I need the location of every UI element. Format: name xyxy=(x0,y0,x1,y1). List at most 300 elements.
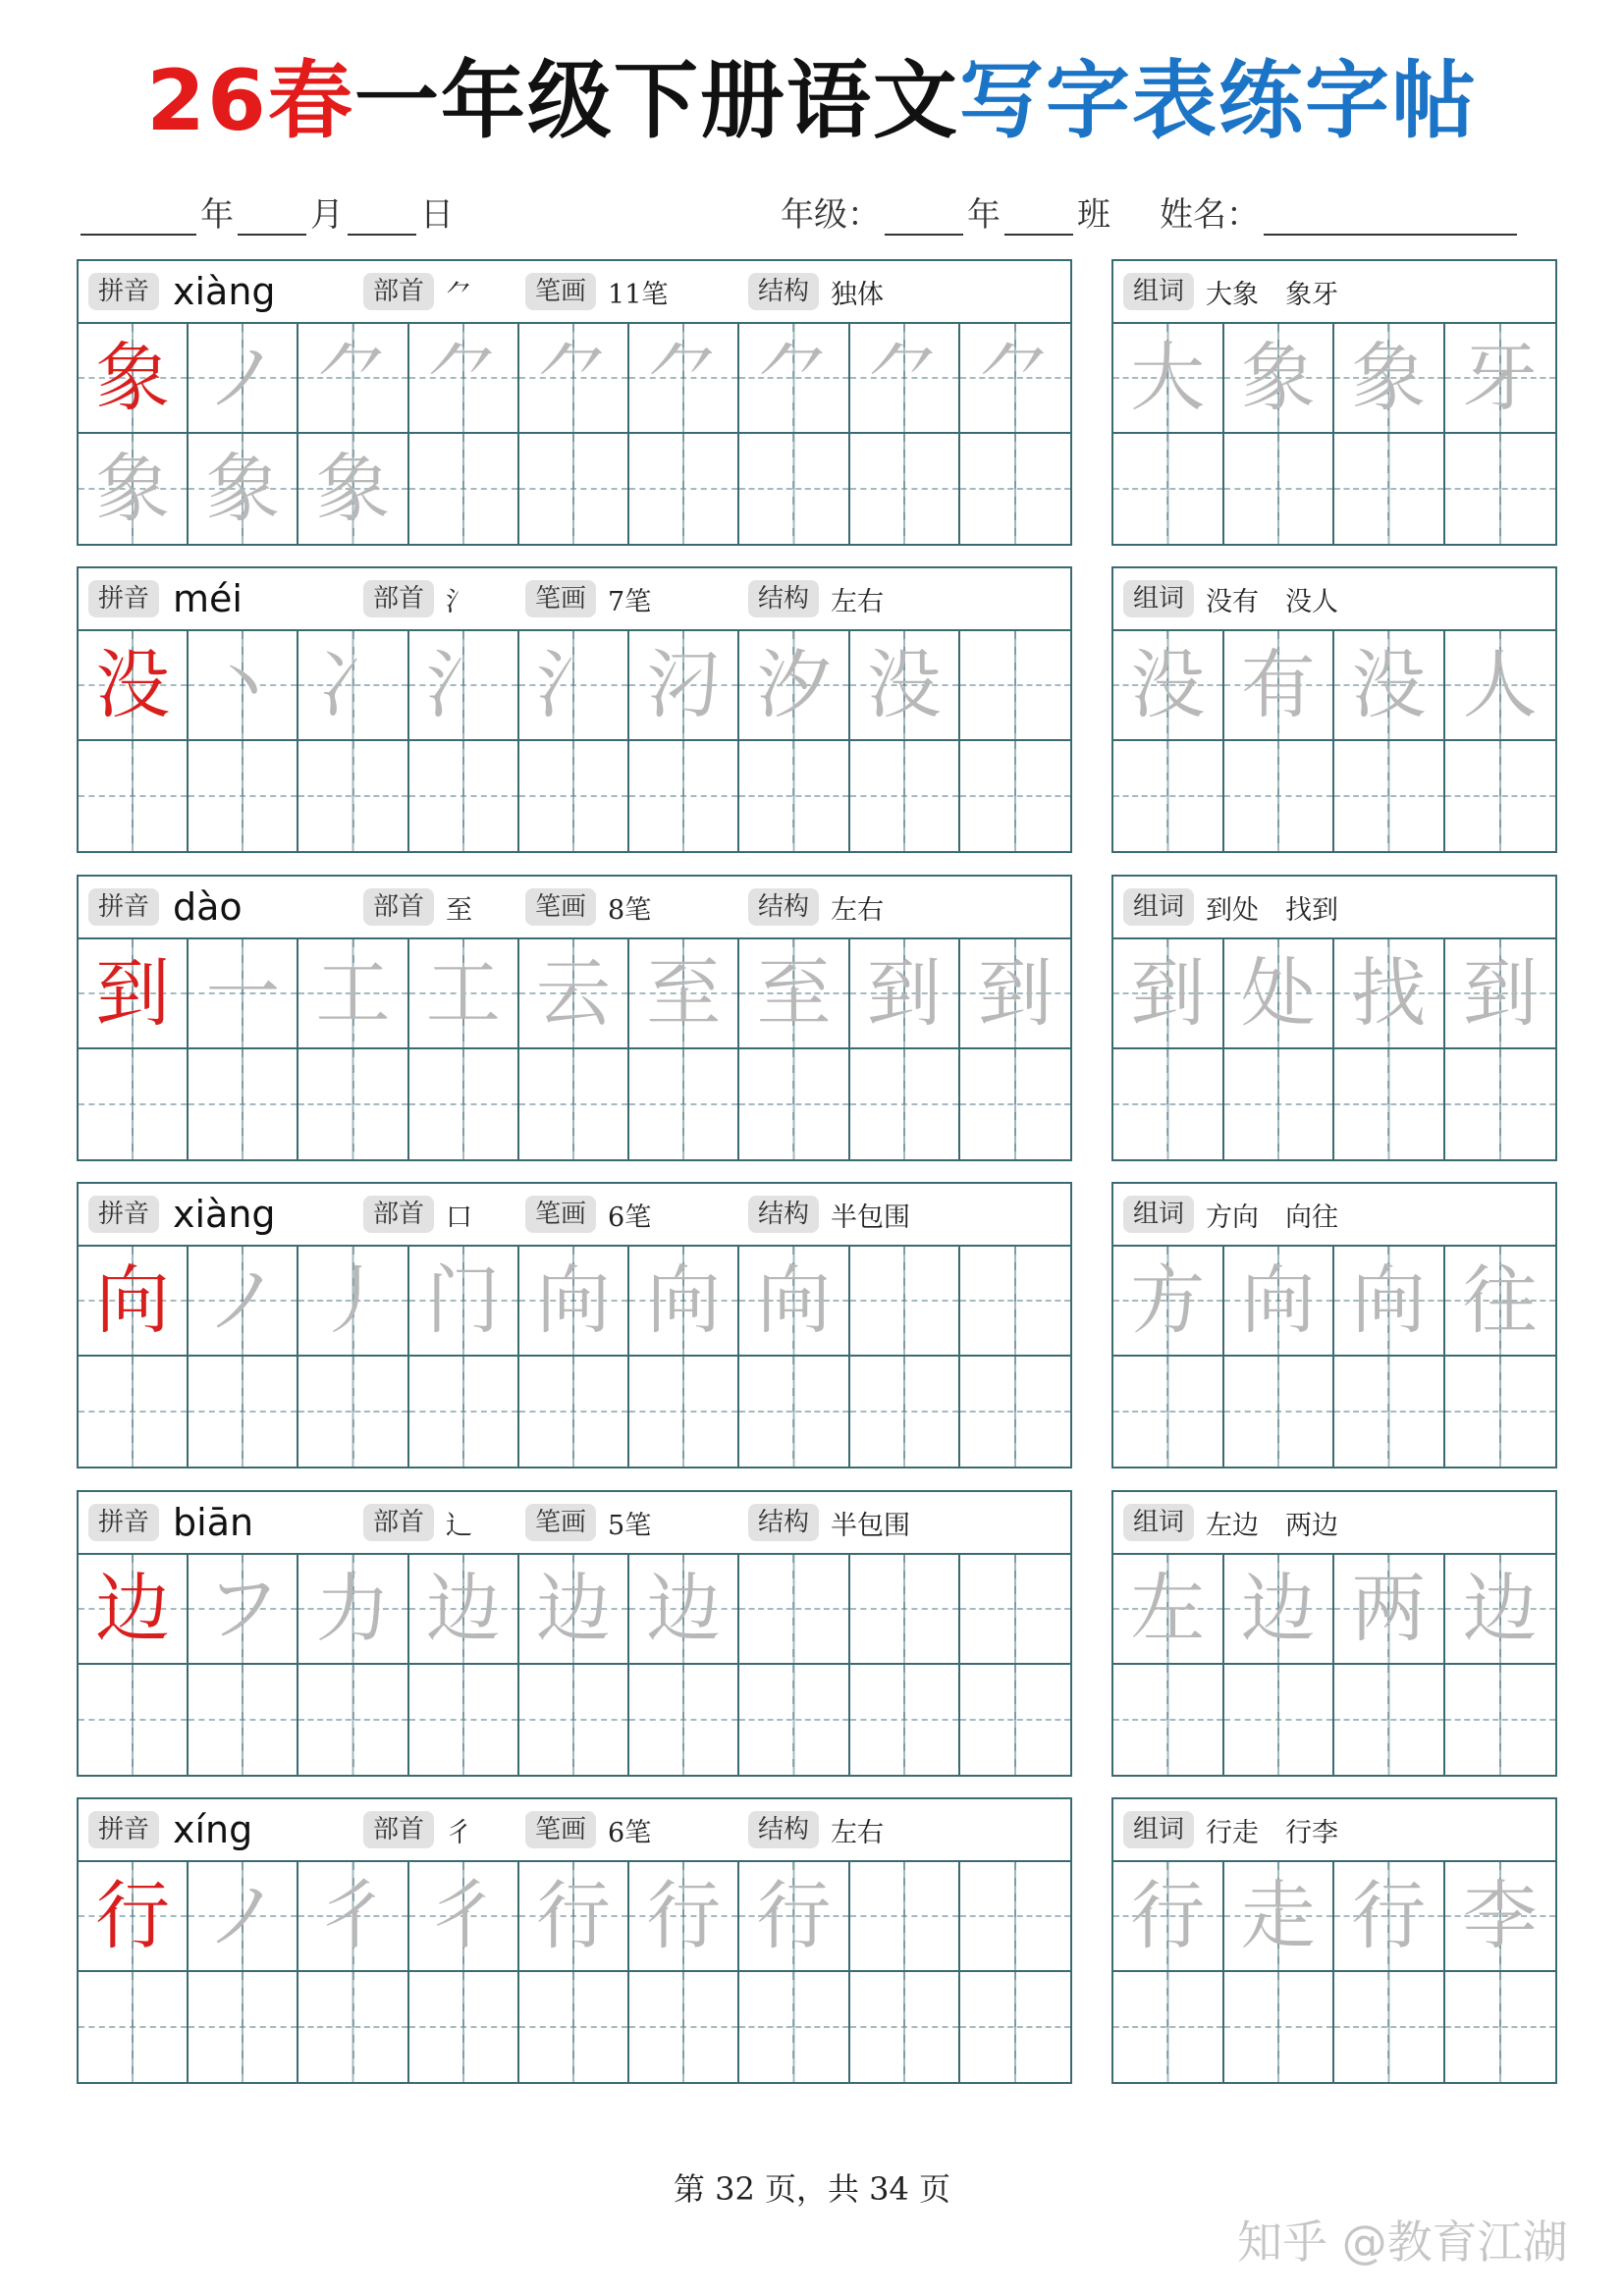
char-info-header xyxy=(79,1799,1070,1862)
word-cell[interactable] xyxy=(1224,324,1335,434)
writing-cell[interactable] xyxy=(409,631,519,741)
day-label: 日 xyxy=(420,195,454,235)
word-cell[interactable] xyxy=(1445,1357,1556,1467)
word-cell[interactable] xyxy=(1445,1555,1556,1665)
writing-cell[interactable] xyxy=(739,434,849,544)
char-practice-card xyxy=(77,1797,1072,2084)
word-practice-card xyxy=(1111,1182,1557,1468)
stroke-step: 一 xyxy=(205,949,281,1037)
month-blank[interactable] xyxy=(238,190,306,236)
model-char-cell[interactable] xyxy=(79,1862,189,1972)
writing-cell[interactable] xyxy=(189,1972,298,2082)
stroke-step: 氵 xyxy=(535,641,611,728)
stroke-step: 至 xyxy=(756,949,832,1037)
writing-cell[interactable] xyxy=(519,939,629,1049)
word-trace-char: 没 xyxy=(1351,641,1427,728)
word-cell[interactable] xyxy=(1113,1247,1224,1357)
page-title xyxy=(0,47,1624,155)
word-practice-card xyxy=(1111,875,1557,1161)
title-part-2: 一年级下册语文 xyxy=(353,52,959,150)
radical-value: 至 xyxy=(446,894,473,926)
writing-cell[interactable] xyxy=(629,1972,739,2082)
word-cell[interactable] xyxy=(1445,1049,1556,1159)
word-trace-char: 到 xyxy=(1462,949,1538,1037)
word-cell[interactable] xyxy=(1113,741,1224,851)
writing-cell[interactable] xyxy=(629,434,739,544)
writing-cell[interactable] xyxy=(189,939,298,1049)
stroke-step: ⺈ xyxy=(646,334,722,421)
writing-cell[interactable] xyxy=(189,1357,298,1467)
word-cell[interactable] xyxy=(1334,324,1445,434)
writing-cell[interactable] xyxy=(519,1049,629,1159)
word-trace-char: 向 xyxy=(1240,1256,1316,1344)
month-label: 月 xyxy=(310,195,344,235)
word-cell[interactable] xyxy=(1334,1665,1445,1775)
writing-cell[interactable] xyxy=(850,1665,960,1775)
writing-cell[interactable] xyxy=(409,1862,519,1972)
writing-cell[interactable] xyxy=(629,939,739,1049)
word-cell[interactable] xyxy=(1445,631,1556,741)
char-info-header xyxy=(79,877,1070,939)
writing-cell[interactable] xyxy=(850,324,960,434)
writing-grid xyxy=(79,1247,1070,1467)
writing-cell[interactable] xyxy=(519,631,629,741)
word-trace-char: 走 xyxy=(1240,1872,1316,1959)
word-cell[interactable] xyxy=(1113,434,1224,544)
writing-grid xyxy=(79,631,1070,851)
writing-cell[interactable] xyxy=(519,1862,629,1972)
word-cell[interactable] xyxy=(1334,1972,1445,2082)
word-cell[interactable] xyxy=(1445,1972,1556,2082)
word-trace-char: 左 xyxy=(1130,1565,1206,1652)
writing-cell[interactable] xyxy=(739,1247,849,1357)
pinyin-value: dào xyxy=(173,885,243,929)
word-trace-char: 边 xyxy=(1240,1565,1316,1652)
title-part-3: 写字表练字帖 xyxy=(958,52,1478,150)
stroke-step: 行 xyxy=(756,1872,832,1959)
stroke-step: 云 xyxy=(535,949,611,1037)
writing-cell[interactable] xyxy=(850,1555,960,1665)
word-trace-char: 处 xyxy=(1240,949,1316,1037)
class-blank[interactable] xyxy=(1004,190,1073,236)
radical-value: 辶 xyxy=(446,1510,473,1541)
writing-cell[interactable] xyxy=(850,1247,960,1357)
writing-cell[interactable] xyxy=(960,939,1070,1049)
word-cell[interactable] xyxy=(1224,1862,1335,1972)
word-practice-card xyxy=(1111,1797,1557,2084)
word-cell[interactable] xyxy=(1113,1049,1224,1159)
writing-cell[interactable] xyxy=(298,1555,408,1665)
writing-cell[interactable] xyxy=(739,1357,849,1467)
strokes-tag: 笔画 xyxy=(525,580,596,617)
writing-cell[interactable] xyxy=(409,1247,519,1357)
name-label: 姓名： xyxy=(1160,195,1260,235)
word-header xyxy=(1113,877,1555,939)
radical-tag: 部首 xyxy=(363,273,434,310)
word-cell[interactable] xyxy=(1445,1665,1556,1775)
pinyin-tag: 拼音 xyxy=(88,273,159,310)
writing-cell[interactable] xyxy=(850,939,960,1049)
word-cell[interactable] xyxy=(1113,939,1224,1049)
word-cell[interactable] xyxy=(1224,1247,1335,1357)
radical-tag: 部首 xyxy=(363,1811,434,1848)
words-tag: 组词 xyxy=(1123,1811,1194,1848)
writing-cell[interactable] xyxy=(629,1247,739,1357)
writing-cell[interactable] xyxy=(629,1049,739,1159)
char-practice-card xyxy=(77,566,1072,853)
word-cell[interactable] xyxy=(1224,1555,1335,1665)
word-cell[interactable] xyxy=(1445,1862,1556,1972)
writing-cell[interactable] xyxy=(739,1665,849,1775)
writing-cell[interactable] xyxy=(519,434,629,544)
word-trace-char: 没 xyxy=(1130,641,1206,728)
writing-cell[interactable] xyxy=(739,1049,849,1159)
structure-tag: 结构 xyxy=(748,273,819,310)
writing-cell[interactable] xyxy=(409,1972,519,2082)
structure-tag: 结构 xyxy=(748,1196,819,1233)
title-part-1: 26春 xyxy=(146,52,354,150)
writing-cell[interactable] xyxy=(629,1665,739,1775)
stroke-step: ⺈ xyxy=(425,334,501,421)
page-number: 第 32 页，共 34 页 xyxy=(673,2170,951,2208)
word-cell[interactable] xyxy=(1224,434,1335,544)
word-header xyxy=(1113,1799,1555,1862)
word-grid xyxy=(1113,631,1555,851)
word-cell[interactable] xyxy=(1224,1357,1335,1467)
words-tag: 组词 xyxy=(1123,273,1194,310)
strokes-value: 11笔 xyxy=(608,279,669,310)
writing-cell[interactable] xyxy=(629,1555,739,1665)
writing-cell[interactable] xyxy=(409,741,519,851)
strokes-value: 6笔 xyxy=(608,1201,652,1233)
words-value: 没有 没人 xyxy=(1206,586,1339,617)
writing-cell[interactable] xyxy=(739,631,849,741)
radical-tag: 部首 xyxy=(363,580,434,617)
word-trace-char: 行 xyxy=(1130,1872,1206,1959)
stroke-step: 行 xyxy=(646,1872,722,1959)
stroke-step: 至 xyxy=(646,949,722,1037)
writing-cell[interactable] xyxy=(629,1357,739,1467)
writing-cell[interactable] xyxy=(519,324,629,434)
writing-cell[interactable] xyxy=(298,631,408,741)
word-cell[interactable] xyxy=(1224,1972,1335,2082)
writing-cell[interactable] xyxy=(850,631,960,741)
writing-cell[interactable] xyxy=(298,434,408,544)
stroke-step: 向 xyxy=(646,1256,722,1344)
writing-cell[interactable] xyxy=(79,741,189,851)
writing-cell[interactable] xyxy=(850,1972,960,2082)
word-practice-card xyxy=(1111,1490,1557,1777)
word-cell[interactable] xyxy=(1334,1247,1445,1357)
strokes-tag: 笔画 xyxy=(525,273,596,310)
word-cell[interactable] xyxy=(1113,1357,1224,1467)
stroke-step: ⺈ xyxy=(315,334,391,421)
model-char-cell[interactable] xyxy=(79,1555,189,1665)
strokes-value: 5笔 xyxy=(608,1510,652,1541)
char-practice-card xyxy=(77,1490,1072,1777)
stroke-step: 向 xyxy=(535,1256,611,1344)
stroke-step: 象 xyxy=(315,445,391,532)
word-trace-char: 找 xyxy=(1351,949,1427,1037)
structure-value: 半包围 xyxy=(831,1201,911,1233)
pinyin-value: méi xyxy=(173,577,243,620)
words-value: 行走 行李 xyxy=(1206,1817,1339,1848)
writing-cell[interactable] xyxy=(850,1049,960,1159)
word-cell[interactable] xyxy=(1445,741,1556,851)
writing-cell[interactable] xyxy=(189,1555,298,1665)
word-cell[interactable] xyxy=(1334,1862,1445,1972)
strokes-value: 6笔 xyxy=(608,1817,652,1848)
pinyin-tag: 拼音 xyxy=(88,1504,159,1541)
writing-cell[interactable] xyxy=(960,1555,1070,1665)
structure-tag: 结构 xyxy=(748,888,819,926)
model-char-cell[interactable] xyxy=(79,324,189,434)
words-tag: 组词 xyxy=(1123,1196,1194,1233)
writing-cell[interactable] xyxy=(189,1247,298,1357)
writing-cell[interactable] xyxy=(79,1665,189,1775)
stroke-step: フ xyxy=(205,1565,281,1652)
stroke-step: 冫 xyxy=(315,641,391,728)
stroke-step: 象 xyxy=(95,445,171,532)
writing-cell[interactable] xyxy=(409,1555,519,1665)
writing-grid xyxy=(79,939,1070,1159)
writing-cell[interactable] xyxy=(960,324,1070,434)
word-cell[interactable] xyxy=(1113,631,1224,741)
model-char: 行 xyxy=(95,1872,171,1959)
writing-cell[interactable] xyxy=(850,1357,960,1467)
word-header xyxy=(1113,1492,1555,1555)
writing-cell[interactable] xyxy=(409,939,519,1049)
word-cell[interactable] xyxy=(1224,631,1335,741)
word-cell[interactable] xyxy=(1113,324,1224,434)
writing-cell[interactable] xyxy=(960,741,1070,851)
model-char: 边 xyxy=(95,1565,171,1652)
writing-cell[interactable] xyxy=(519,741,629,851)
writing-cell[interactable] xyxy=(519,1357,629,1467)
writing-cell[interactable] xyxy=(629,741,739,851)
pinyin-value: xíng xyxy=(173,1808,253,1851)
writing-cell[interactable] xyxy=(298,939,408,1049)
writing-cell[interactable] xyxy=(298,1972,408,2082)
writing-cell[interactable] xyxy=(850,434,960,544)
writing-cell[interactable] xyxy=(189,1665,298,1775)
word-trace-char: 到 xyxy=(1130,949,1206,1037)
word-trace-char: 人 xyxy=(1462,641,1538,728)
writing-cell[interactable] xyxy=(409,434,519,544)
word-cell[interactable] xyxy=(1113,1972,1224,2082)
writing-cell[interactable] xyxy=(298,741,408,851)
stroke-step: 象 xyxy=(205,445,281,532)
stroke-step: 彳 xyxy=(315,1872,391,1959)
writing-cell[interactable] xyxy=(519,1972,629,2082)
writing-cell[interactable] xyxy=(960,1049,1070,1159)
writing-cell[interactable] xyxy=(79,434,189,544)
name-blank[interactable] xyxy=(1264,190,1517,236)
writing-cell[interactable] xyxy=(298,1862,408,1972)
writing-cell[interactable] xyxy=(629,324,739,434)
word-cell[interactable] xyxy=(1224,741,1335,851)
words-value: 方向 向往 xyxy=(1206,1201,1339,1233)
words-value: 大象 象牙 xyxy=(1206,279,1339,310)
model-char-cell[interactable] xyxy=(79,939,189,1049)
radical-value: 彳 xyxy=(446,1817,473,1848)
writing-cell[interactable] xyxy=(519,1555,629,1665)
radical-tag: 部首 xyxy=(363,1196,434,1233)
word-cell[interactable] xyxy=(1224,1665,1335,1775)
writing-cell[interactable] xyxy=(189,1862,298,1972)
strokes-tag: 笔画 xyxy=(525,1196,596,1233)
word-grid xyxy=(1113,939,1555,1159)
structure-value: 独体 xyxy=(831,279,885,310)
writing-cell[interactable] xyxy=(739,939,849,1049)
writing-cell[interactable] xyxy=(409,1665,519,1775)
writing-cell[interactable] xyxy=(960,1247,1070,1357)
word-cell[interactable] xyxy=(1445,939,1556,1049)
stroke-step: ⺈ xyxy=(977,334,1053,421)
writing-cell[interactable] xyxy=(409,1049,519,1159)
writing-cell[interactable] xyxy=(189,434,298,544)
model-char: 没 xyxy=(95,641,171,728)
words-tag: 组词 xyxy=(1123,580,1194,617)
word-cell[interactable] xyxy=(1445,434,1556,544)
writing-cell[interactable] xyxy=(960,1862,1070,1972)
pinyin-value: xiàng xyxy=(173,1193,276,1236)
word-cell[interactable] xyxy=(1445,324,1556,434)
word-cell[interactable] xyxy=(1334,1049,1445,1159)
stroke-step: 到 xyxy=(866,949,942,1037)
year-label: 年 xyxy=(200,195,234,235)
writing-cell[interactable] xyxy=(850,1862,960,1972)
writing-cell[interactable] xyxy=(79,1357,189,1467)
word-cell[interactable] xyxy=(1334,741,1445,851)
student-line xyxy=(781,177,1521,236)
words-tag: 组词 xyxy=(1123,1504,1194,1541)
writing-cell[interactable] xyxy=(298,1049,408,1159)
writing-cell[interactable] xyxy=(298,324,408,434)
writing-cell[interactable] xyxy=(189,631,298,741)
structure-tag: 结构 xyxy=(748,1811,819,1848)
word-grid xyxy=(1113,324,1555,544)
writing-cell[interactable] xyxy=(960,1665,1070,1775)
char-info-header xyxy=(79,261,1070,324)
year-blank[interactable] xyxy=(81,190,196,236)
model-char-cell[interactable] xyxy=(79,1247,189,1357)
word-trace-char: 行 xyxy=(1351,1872,1427,1959)
writing-cell[interactable] xyxy=(409,1357,519,1467)
radical-tag: 部首 xyxy=(363,1504,434,1541)
word-cell[interactable] xyxy=(1334,1555,1445,1665)
writing-cell[interactable] xyxy=(189,324,298,434)
stroke-step: 边 xyxy=(646,1565,722,1652)
char-info-header xyxy=(79,1184,1070,1247)
word-trace-char: 象 xyxy=(1240,334,1316,421)
writing-cell[interactable] xyxy=(739,1862,849,1972)
grade-blank[interactable] xyxy=(885,190,963,236)
writing-cell[interactable] xyxy=(739,1555,849,1665)
writing-cell[interactable] xyxy=(960,1357,1070,1467)
writing-cell[interactable] xyxy=(409,324,519,434)
stroke-step: ノ xyxy=(205,1256,281,1344)
char-info-header xyxy=(79,568,1070,631)
model-char-cell[interactable] xyxy=(79,631,189,741)
stroke-step: 边 xyxy=(425,1565,501,1652)
writing-cell[interactable] xyxy=(79,1972,189,2082)
word-grid xyxy=(1113,1862,1555,2082)
word-trace-char: 向 xyxy=(1351,1256,1427,1344)
writing-cell[interactable] xyxy=(298,1665,408,1775)
word-cell[interactable] xyxy=(1224,939,1335,1049)
char-practice-card xyxy=(77,875,1072,1161)
stroke-step: 工 xyxy=(425,949,501,1037)
writing-cell[interactable] xyxy=(739,1972,849,2082)
pinyin-tag: 拼音 xyxy=(88,1196,159,1233)
words-tag: 组词 xyxy=(1123,888,1194,926)
word-cell[interactable] xyxy=(1113,1665,1224,1775)
structure-tag: 结构 xyxy=(748,1504,819,1541)
word-cell[interactable] xyxy=(1113,1555,1224,1665)
word-cell[interactable] xyxy=(1224,1049,1335,1159)
writing-cell[interactable] xyxy=(189,1049,298,1159)
pinyin-value: xiàng xyxy=(173,270,276,313)
word-trace-char: 两 xyxy=(1351,1565,1427,1652)
writing-cell[interactable] xyxy=(519,1247,629,1357)
stroke-step: 向 xyxy=(756,1256,832,1344)
writing-cell[interactable] xyxy=(298,1247,408,1357)
word-practice-card xyxy=(1111,566,1557,853)
writing-cell[interactable] xyxy=(519,1665,629,1775)
structure-value: 左右 xyxy=(831,894,885,926)
word-cell[interactable] xyxy=(1445,1247,1556,1357)
day-blank[interactable] xyxy=(348,190,416,236)
word-grid xyxy=(1113,1555,1555,1775)
stroke-step: ⺈ xyxy=(756,334,832,421)
writing-cell[interactable] xyxy=(739,324,849,434)
stroke-step: 汈 xyxy=(646,641,722,728)
words-value: 到处 找到 xyxy=(1206,894,1339,926)
words-value: 左边 两边 xyxy=(1206,1510,1339,1541)
writing-cell[interactable] xyxy=(850,741,960,851)
writing-cell[interactable] xyxy=(298,1357,408,1467)
writing-cell[interactable] xyxy=(960,631,1070,741)
writing-cell[interactable] xyxy=(739,741,849,851)
word-trace-char: 有 xyxy=(1240,641,1316,728)
writing-cell[interactable] xyxy=(960,434,1070,544)
word-header xyxy=(1113,568,1555,631)
word-cell[interactable] xyxy=(1334,631,1445,741)
writing-cell[interactable] xyxy=(629,1862,739,1972)
strokes-value: 8笔 xyxy=(608,894,652,926)
radical-tag: 部首 xyxy=(363,888,434,926)
word-practice-card xyxy=(1111,259,1557,546)
structure-value: 左右 xyxy=(831,586,885,617)
strokes-tag: 笔画 xyxy=(525,888,596,926)
writing-cell[interactable] xyxy=(629,631,739,741)
stroke-step: ⺈ xyxy=(866,334,942,421)
writing-cell[interactable] xyxy=(960,1972,1070,2082)
structure-tag: 结构 xyxy=(748,580,819,617)
model-char: 象 xyxy=(95,334,171,421)
word-cell[interactable] xyxy=(1334,939,1445,1049)
stroke-step: 到 xyxy=(977,949,1053,1037)
word-cell[interactable] xyxy=(1113,1862,1224,1972)
writing-cell[interactable] xyxy=(79,1049,189,1159)
pinyin-tag: 拼音 xyxy=(88,580,159,617)
stroke-step: 没 xyxy=(866,641,942,728)
writing-cell[interactable] xyxy=(189,741,298,851)
word-cell[interactable] xyxy=(1334,1357,1445,1467)
word-cell[interactable] xyxy=(1334,434,1445,544)
strokes-tag: 笔画 xyxy=(525,1811,596,1848)
